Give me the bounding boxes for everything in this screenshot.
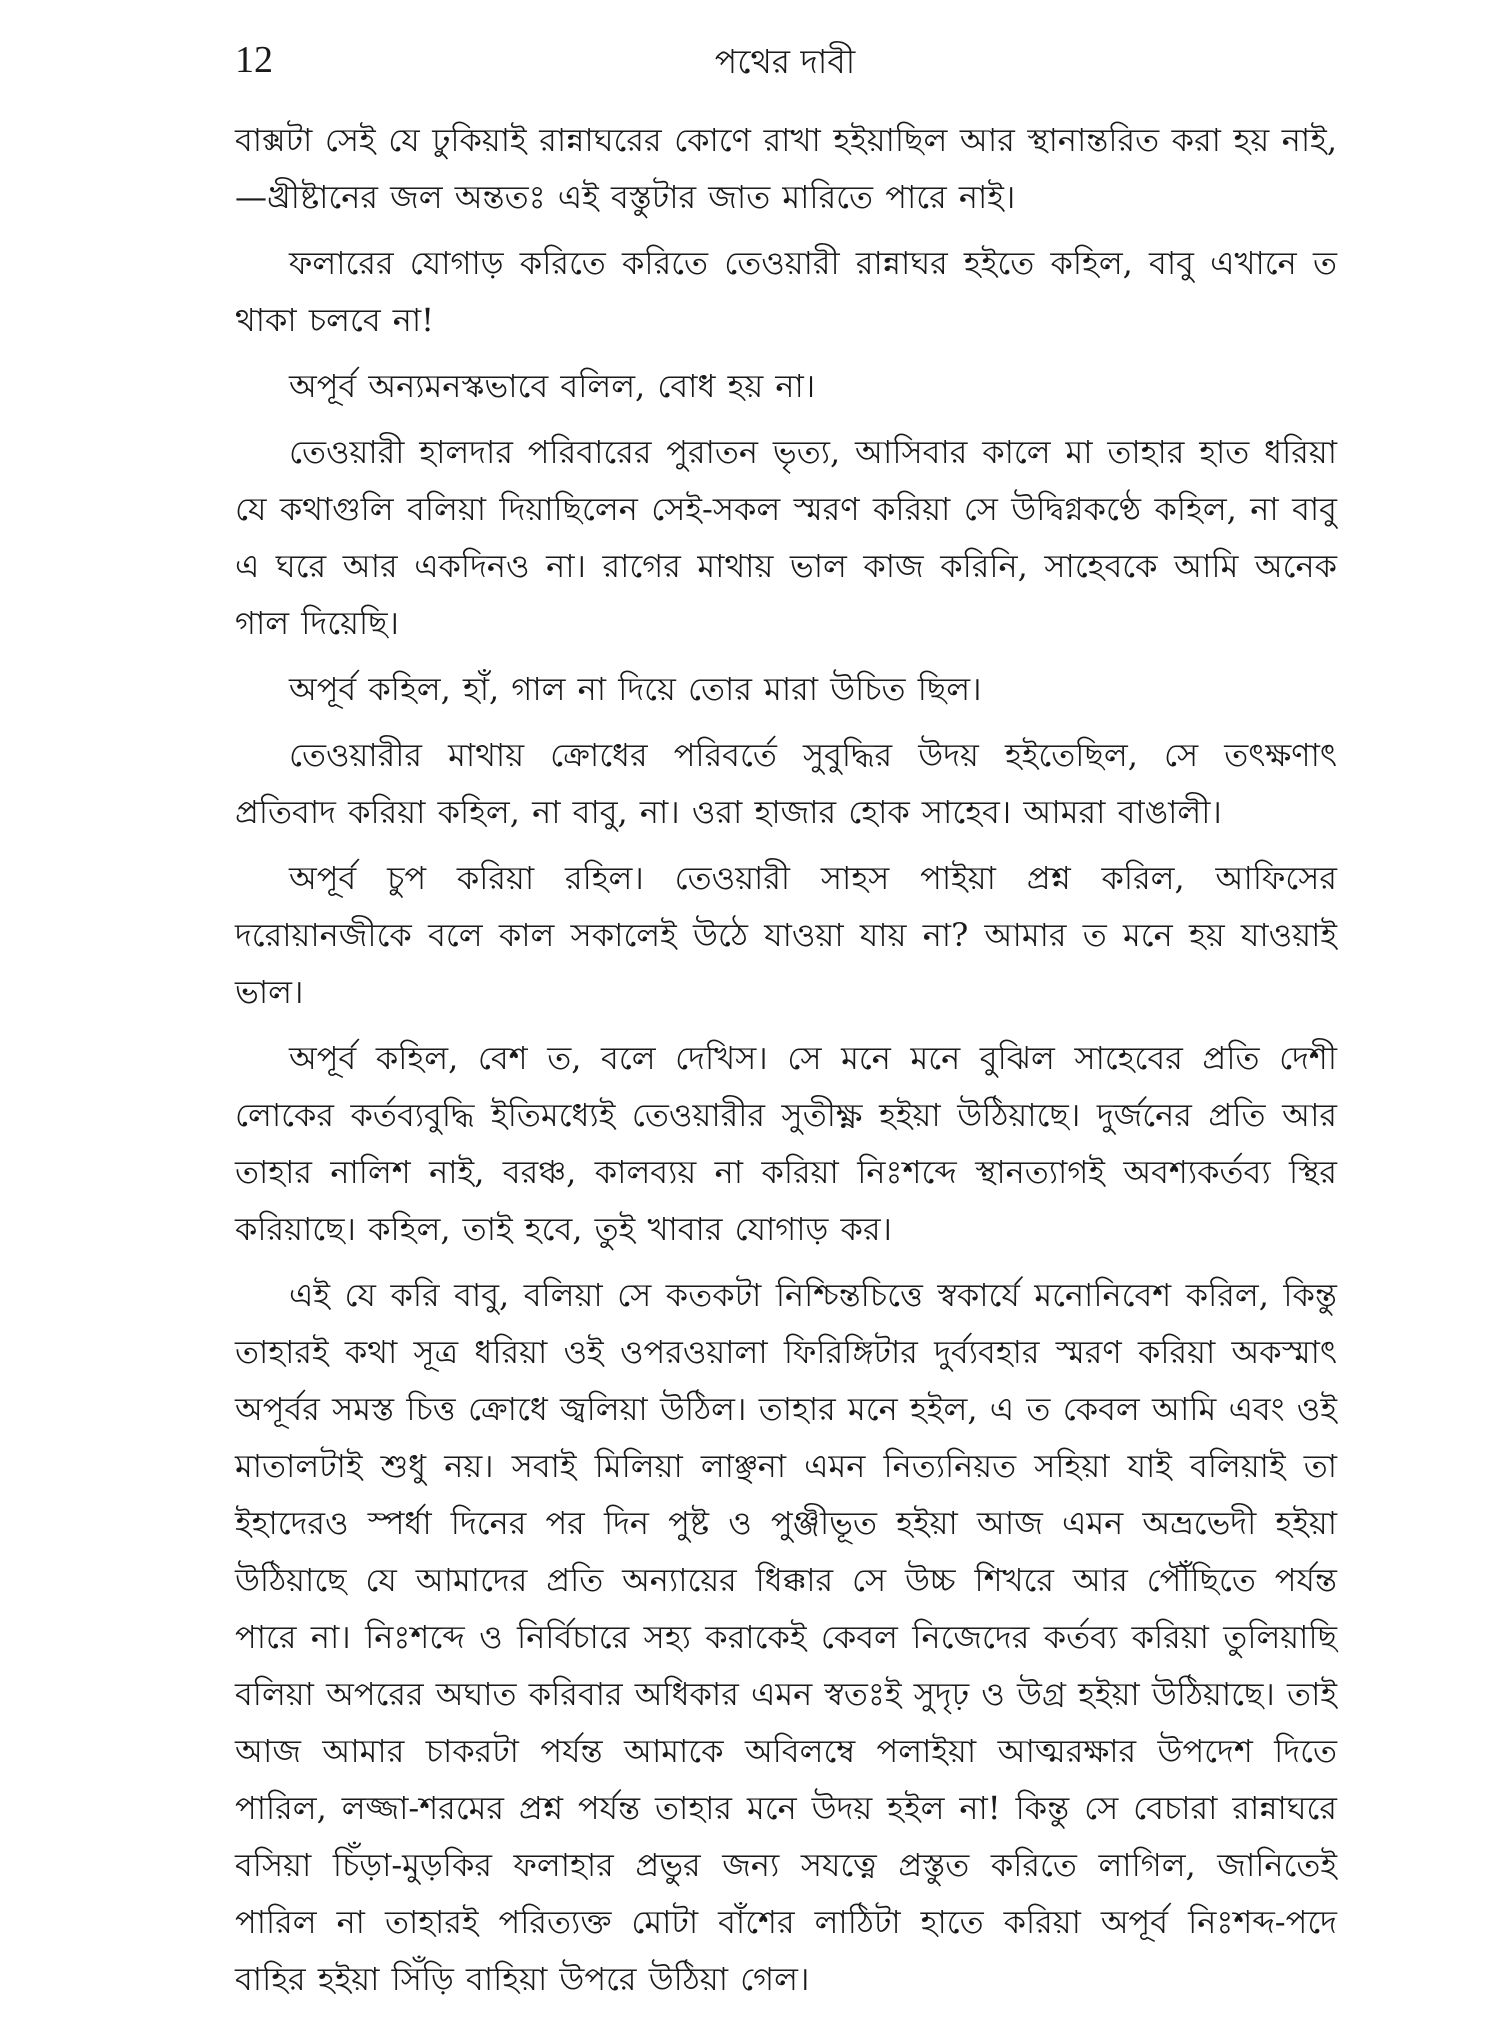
paragraph: অপূর্ব কহিল, হাঁ, গাল না দিয়ে তোর মারা উচিত ছিল। [289, 670, 982, 708]
paragraph: অপূর্ব চুপ করিয়া রহিল। তেওয়ারী সাহস পাইয়া প্রশ্ন করিল, আফিসের দরোয়ানজীকে বলে কাল সকালেই উঠে যাওয়া যায় না? আমার ত মনে হয় যাওয়াই ভাল। [235, 859, 1337, 1011]
paragraph: এই যে করি বাবু, বলিয়া সে কতকটা নিশ্চিন্তচিত্তে স্বকার্যে মনোনিবেশ করিল, কিন্তু তাহারই কথা সূত্র ধরিয়া ওই ওপরওয়ালা ফিরিঙ্গিটার দুর্ব্যবহার স্মরণ করিয়া অকস্মাৎ অপূর্বর সমস্ত চিত্ত ক্রোধে জ্বলিয়া উঠিল। তাহার মনে হইল, এ ত কেবল আমি এবং ওই মাতালটাই শুধু নয়। সবাই মিলিয়া লাঞ্ছনা এমন নিত্যনিয়ত সহিয়া যাই বলিয়াই তা ইহাদেরও স্পর্ধা দিনের পর দিন পুষ্ট ও পুঞ্জীভূত হইয়া আজ এমন অভ্রভেদী হইয়া উঠিয়াছে যে আমাদের প্রতি অন্যায়ের ধিক্কার সে উচ্চ শিখরে আর পৌঁছিতে পর্যন্ত পারে না। নিঃশব্দে ও নির্বিচারে সহ্য করাকেই কেবল নিজেদের কর্তব্য করিয়া তুলিয়াছি বলিয়া অপরের অঘাত করিবার অধিকার এমন স্বতঃই সুদৃঢ় ও উগ্র হইয়া উঠিয়াছে। তাই আজ আমার চাকরটা পর্যন্ত আমাকে অবিলম্বে পলাইয়া আত্মরক্ষার উপদেশ দিতে পারিল, লজ্জা-শরমের প্রশ্ন পর্যন্ত তাহার মনে উদয় হইল না! কিন্তু সে বেচারা রান্নাঘরে বসিয়া চিঁড়া-মুড়কির ফলাহার প্রভুর জন্য সযত্নে প্রস্তুত করিতে লাগিল, জানিতেই পারিল না তাহারই পরিত্যক্ত মোটা বাঁশের লাঠিটা হাতে করিয়া অপূর্ব নিঃশব্দ-পদে বাহির হইয়া সিঁড়ি বাহিয়া উপরে উঠিয়া গেল। [235, 1276, 1337, 1998]
paragraph: বাক্সটা সেই যে ঢুকিয়াই রান্নাঘরের কোণে রাখা হইয়াছিল আর স্থানান্তরিত করা হয় নাই,—খ্রীষ্টানের জল অন্ততঃ এই বস্তুটার জাত মারিতে পারে নাই। [235, 121, 1337, 216]
paragraph: তেওয়ারী হালদার পরিবারের পুরাতন ভৃত্য, আসিবার কালে মা তাহার হাত ধরিয়া যে কথাগুলি বলিয়া দিয়াছিলেন সেই-সকল স্মরণ করিয়া সে উদ্বিগ্নকণ্ঠে কহিল, না বাবু এ ঘরে আর একদিনও না। রাগের মাথায় ভাল কাজ করিনি, সাহেবকে আমি অনেক গাল দিয়েছি। [235, 433, 1337, 642]
page-header [235, 28, 1335, 98]
paragraph: অপূর্ব অন্যমনস্কভাবে বলিল, বোধ হয় না। [289, 367, 816, 405]
page-number: 12 [235, 39, 273, 81]
running-title: পথের দাবী [714, 42, 856, 81]
paragraph: অপূর্ব কহিল, বেশ ত, বলে দেখিস। সে মনে মনে বুঝিল সাহেবের প্রতি দেশী লোকের কর্তব্যবুদ্ধি ইতিমধ্যেই তেওয়ারীর সুতীক্ষ্ণ হইয়া উঠিয়াছে। দুর্জনের প্রতি আর তাহার নালিশ নাই, বরঞ্চ, কালব্যয় না করিয়া নিঃশব্দে স্থানত্যাগই অবশ্যকর্তব্য স্থির করিয়াছে। কহিল, তাই হবে, তুই খাবার যোগাড় কর। [235, 1039, 1337, 1248]
body-text [235, 112, 1337, 2017]
paragraph: ফলারের যোগাড় করিতে করিতে তেওয়ারী রান্নাঘর হইতে কহিল, বাবু এখানে ত থাকা চলবে না! [235, 244, 1337, 339]
paragraph: তেওয়ারীর মাথায় ক্রোধের পরিবর্তে সুবুদ্ধির উদয় হইতেছিল, সে তৎক্ষণাৎ প্রতিবাদ করিয়া কহিল, না বাবু, না। ওরা হাজার হোক সাহেব। আমরা বাঙালী। [235, 736, 1337, 831]
